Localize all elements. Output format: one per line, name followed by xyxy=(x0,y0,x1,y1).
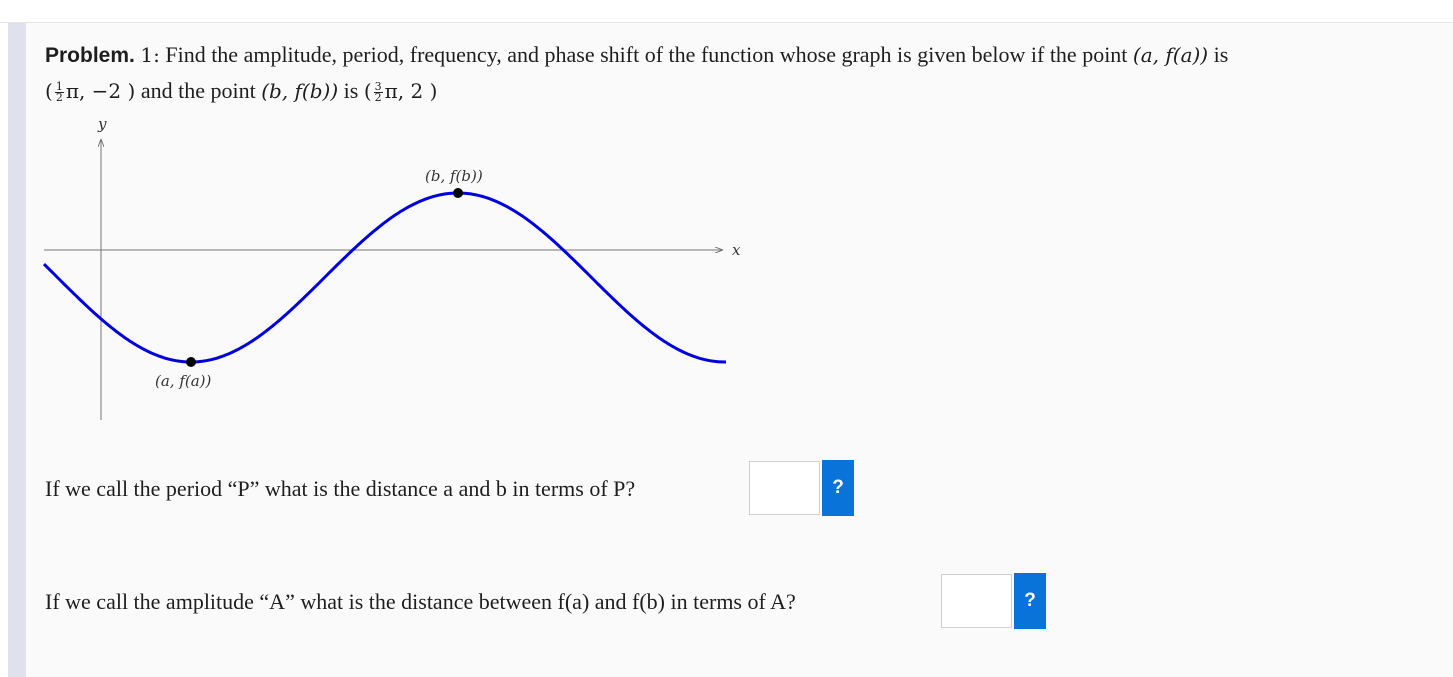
point-a-label: (a, f(a)) xyxy=(155,372,212,390)
a-frac-numerator: 1 xyxy=(55,80,63,94)
point-b-marker xyxy=(453,188,463,198)
question-2-help-button[interactable]: ? xyxy=(1014,573,1046,629)
and-the-point: and the point xyxy=(140,78,256,103)
point-b-label: (b, f(b)) xyxy=(425,167,483,185)
b-coord-open: ( xyxy=(363,79,372,103)
x-axis-label: x xyxy=(732,241,741,259)
question-1-answer-input[interactable] xyxy=(749,461,820,515)
is-word-2: is xyxy=(343,78,359,103)
problem-heading: Problem. xyxy=(45,44,135,67)
y-axis-label: y xyxy=(98,115,107,133)
point-a-notation: (a, f(a)) xyxy=(1132,43,1209,67)
a-coord-open: ( xyxy=(45,79,53,103)
problem-colon: : xyxy=(153,43,160,67)
question-2-text: If we call the amplitude “A” what is the distance between f(a) and f(b) in terms of A? xyxy=(45,589,796,614)
b-frac-numerator: 3 xyxy=(374,80,382,94)
question-2-answer-input[interactable] xyxy=(941,574,1012,628)
b-coord-rest: π, 2 ) xyxy=(384,79,438,103)
a-coord-rest: π, −2 ) xyxy=(65,79,136,103)
point-a-marker xyxy=(186,357,196,367)
problem-number: 1 xyxy=(140,43,154,67)
question-1-text: If we call the period “P” what is the distance a and b in terms of P? xyxy=(45,476,636,501)
point-b-notation: (b, f(b)) xyxy=(261,79,339,103)
a-frac-denominator: 2 xyxy=(55,91,63,105)
question-1-help-button[interactable]: ? xyxy=(822,460,854,516)
is-word: is xyxy=(1213,42,1229,67)
b-frac-denominator: 2 xyxy=(374,91,382,105)
problem-text: Find the amplitude, period, frequency, and phase shift of the function whose graph is given below if the point xyxy=(165,42,1128,67)
sine-curve xyxy=(44,193,726,362)
